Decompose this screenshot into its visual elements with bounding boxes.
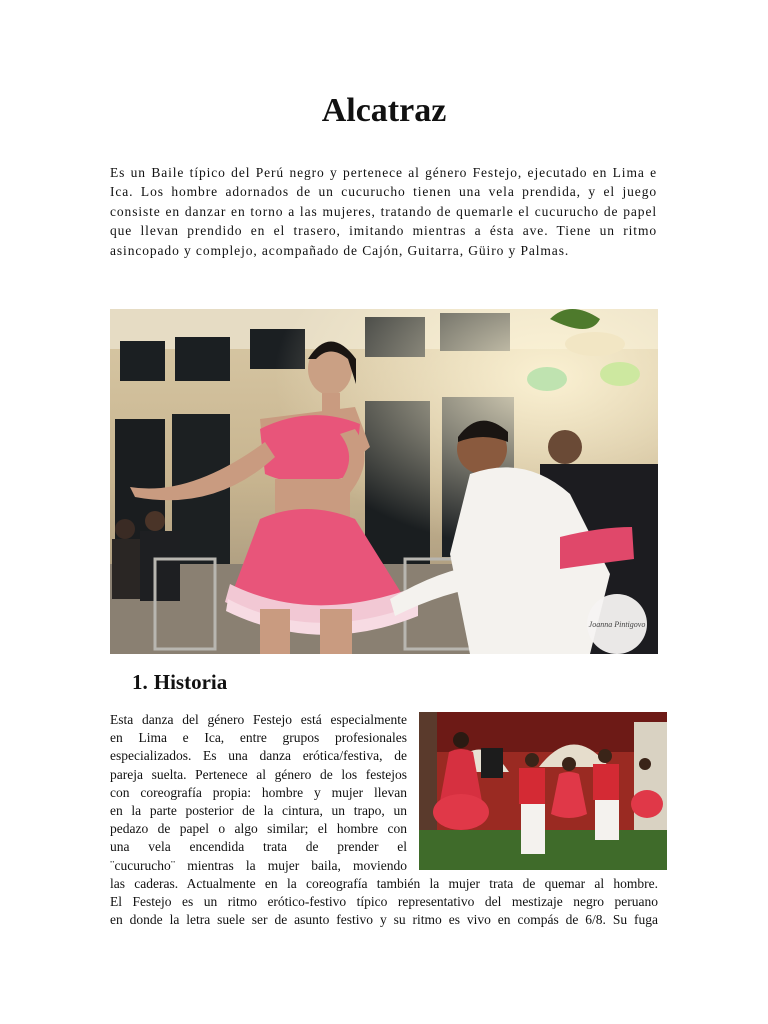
text-line: ¨cucurucho¨ mientras la mujer baila, moviendo: [110, 857, 407, 873]
text-line: en Lima e Ica, entre grupos profesionales: [110, 730, 407, 746]
intro-paragraph: Es un Baile típico del Perú negro y pertenece al género Festejo, ejecutado en Lima e Ica. Los hombre adornados de un cucurucho tienen una vela prendida, y el juego consiste en danzar en torno a las mujeres, tratando de quemarle el cucurucho de papel que llevan prendido en el trasero, imitando mientras a ésta ave. Tiene un ritmo asincopado y complejo, acompañado de Cajón, Guitarra, Güiro y Palmas.: [110, 165, 657, 258]
text-line: en donde la letra suele ser de asunto festivo y su ritmo es vivo en compás de 6/8. Su fuga: [110, 912, 658, 928]
text-line: una vela encendida trata de prender el: [110, 839, 407, 855]
text-line: Esta danza del género Festejo está especialmente: [110, 712, 407, 727]
history-wrapped-text: [110, 711, 407, 875]
history-full-text: [110, 875, 658, 930]
text-line: con coreografía propia: hombre y mujer llevan: [110, 784, 407, 800]
text-line: en la parte posterior de la cintura, un trapo, un: [110, 803, 407, 819]
section-title: Historia: [153, 670, 228, 694]
text-line: El Festejo es un ritmo erótico-festivo típico representativo del mestizaje negro peruano: [110, 894, 658, 910]
dance-group-photo: [419, 712, 667, 870]
watermark-text: Joanna Pintigovo: [588, 620, 646, 629]
section-heading: [132, 670, 227, 695]
text-line: especializados. Es una danza erótica/festiva, de: [110, 748, 407, 764]
section-number: 1.: [132, 670, 148, 694]
text-line: las caderas. Actualmente en la coreografía también la mujer trata de quemar al hombre.: [110, 876, 658, 891]
page-title: Alcatraz: [321, 92, 447, 129]
hero-photo: [110, 309, 658, 654]
text-line: pareja suelta. Pertenece al género de los festejos: [110, 766, 407, 782]
text-line: pedazo de papel o algo similar; el hombre con: [110, 821, 407, 837]
